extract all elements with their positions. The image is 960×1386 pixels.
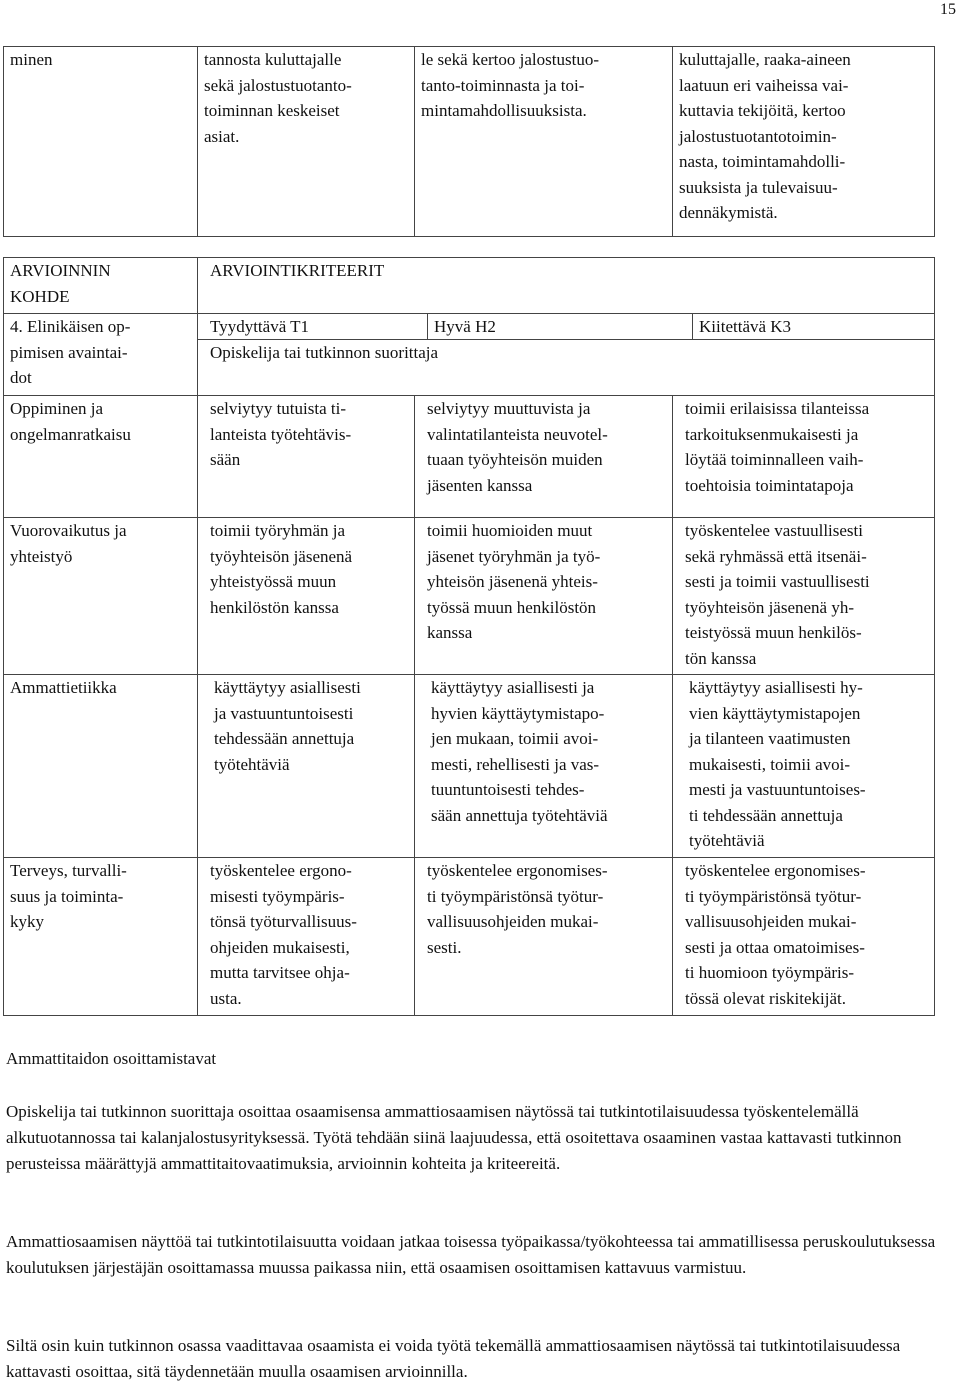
cell-text-line: sekä jalostustuotanto-: [204, 75, 352, 95]
row-target: [4, 396, 198, 518]
cell-text-line: lanteista työtehtävis-: [210, 424, 352, 444]
cell-text-line: hyvien käyttäytymistapo-: [431, 703, 605, 723]
paragraph: Opiskelija tai tutkinnon suorittaja osoittaa osaamisensa ammattiosaamisen näytössä tai tutkintotilaisuudessa työskentelemällä alkutuotannossa tai kalanjalostusyrityksessä. Työtä tehdään siinä laajuudessa, että osoitettava osaaminen vastaa kattavasti tutkinnon perusteissa määrättyjä ammattitaitovaatimuksia, arvioinnin kohteita ja kriteereitä.: [6, 1102, 902, 1173]
cell-text-line: toimii huomioiden muut: [427, 521, 593, 540]
cell-text-line: työskentelee ergonomises-: [427, 861, 608, 880]
table-row: [4, 518, 935, 675]
section-title: Ammattitaidon osoittamistavat: [6, 1049, 217, 1068]
cell-text-line: vien käyttäytymistapojen: [689, 703, 861, 723]
cell-text-line: ongelmanratkaisu: [10, 424, 131, 444]
cell-text-line: pimisen avaintai-: [10, 342, 128, 362]
assessment-criteria-table: [3, 257, 935, 1016]
cell-k3: [673, 47, 935, 237]
cell-target: [4, 47, 198, 237]
cell-text-line: käyttäytyy asiallisesti: [214, 678, 361, 697]
cell-t1: [198, 47, 415, 237]
cell-text-line: toiminnan keskeiset: [204, 101, 340, 120]
row-h2: [415, 858, 673, 1016]
cell-text-line: sekä ryhmässä että itsenäi-: [685, 546, 867, 566]
level-k3: Kiitettävä K3: [692, 314, 934, 339]
cell-text-line: vallisuusohjeiden mukai-: [685, 912, 857, 931]
cell-text-line: tanto-toiminnasta ja toi-: [421, 75, 585, 95]
cell-text-line: kyky: [10, 912, 44, 931]
cell-text-line: työyhteisön jäsenenä: [210, 546, 353, 566]
row-t1: [198, 396, 415, 518]
cell-text-line: Oppiminen ja: [10, 399, 104, 418]
row-t1: [198, 675, 415, 858]
cell-text-line: toimii työryhmän ja: [210, 521, 346, 540]
table-row: [4, 396, 935, 518]
cell-text-line: tuuntuntoisesti tehdes-: [431, 780, 585, 799]
row-k3: [673, 396, 935, 518]
cell-text-line: yhteistyö: [10, 546, 73, 566]
cell-text-line: tönsä työturvallisuus-: [210, 912, 357, 931]
cell-text-line: tön kanssa: [685, 648, 757, 668]
table-row: [4, 858, 935, 1016]
row-target: [4, 518, 198, 675]
cell-text-line: misesti työympäris-: [210, 886, 345, 906]
target-header: [4, 258, 198, 314]
cell-text-line: henkilöstön kanssa: [210, 597, 339, 617]
paragraph: Ammattiosaamisen näyttöä tai tutkintotilaisuutta voidaan jatkaa toisessa työpaikassa/työkohteessa tai ammatillisessa peruskoulutuksessa koulutuksen järjestäjän osoittamassa muussa paikassa niin, että osaamisen osoittamisen kattavuus varmistuu.: [6, 1232, 936, 1277]
cell-text-line: kuluttajalle, raaka-aineen: [679, 50, 851, 69]
cell-text-line: toimii erilaisissa tilanteissa: [685, 399, 870, 418]
cell-text-line: le sekä kertoo jalostustuo-: [421, 50, 599, 69]
cell-text-line: toehtoisia toimintatapoja: [685, 475, 854, 495]
cell-text-line: selviytyy tutuista ti-: [210, 399, 346, 418]
cell-text-line: nasta, toimintamahdolli-: [679, 152, 846, 171]
cell-text-line: usta.: [210, 988, 242, 1008]
cell-text-line: jalostustuotantotoimin-: [679, 126, 837, 146]
cell-text-line: ja tilanteen vaatimusten: [689, 729, 851, 748]
cell-text-line: työskentelee ergono-: [210, 861, 352, 880]
row-k3: [673, 675, 935, 858]
cell-text-line: asiat.: [204, 126, 240, 146]
cell-text-line: sesti ja ottaa omatoimises-: [685, 937, 865, 957]
page-number: 15: [940, 1, 956, 18]
cell-text-line: sään: [210, 450, 241, 469]
target-name: [4, 314, 198, 396]
table-row: [4, 675, 935, 858]
cell-text-line: yhteisön jäsenenä yhteis-: [427, 572, 598, 591]
row-t1: [198, 518, 415, 675]
cell-text-line: teistyössä muun henkilös-: [685, 623, 862, 642]
level-t1: Tyydyttävä T1: [198, 314, 428, 339]
cell-text-line: ohjeiden mukaisesti,: [210, 937, 350, 957]
row-target: [4, 858, 198, 1016]
cell-h2: [415, 47, 673, 237]
cell-text-line: mutta tarvitsee ohja-: [210, 963, 350, 982]
cell-text-line: sesti ja toimii vastuullisesti: [685, 572, 870, 591]
row-h2: [415, 396, 673, 518]
cell-text-line: jäsenten kanssa: [427, 475, 533, 495]
cell-text-line: dot: [10, 368, 32, 387]
cell-text-line: ti huomioon työympäris-: [685, 963, 855, 982]
cell-text-line: mukaisesti, toimii avoi-: [689, 754, 851, 774]
row-k3: [673, 858, 935, 1016]
cell-text-line: jen mukaan, toimii avoi-: [431, 729, 599, 748]
cell-text-line: mesti ja vastuuntuntoises-: [689, 780, 866, 799]
cell-text-line: ti tehdessään annettuja: [689, 805, 843, 825]
cell-text-line: työtehtäviä: [214, 754, 290, 774]
cell-text-line: työyhteisön jäsenenä yh-: [685, 597, 855, 617]
criteria-header-text: ARVIOINTIKRITEERIT: [210, 261, 385, 280]
cell-text-line: työskentelee ergonomises-: [685, 861, 866, 880]
row-h2: [415, 518, 673, 675]
cell-text-line: työssä muun henkilöstön: [427, 597, 597, 617]
cell-text-line: Vuorovaikutus ja: [10, 521, 127, 540]
cell-text-line: vallisuusohjeiden mukai-: [427, 912, 599, 931]
cell-text-line: tehdessään annettuja: [214, 729, 355, 748]
header-row: [4, 258, 935, 314]
continued-criteria-table: [3, 46, 935, 237]
cell-text-line: 4. Elinikäisen op-: [10, 317, 131, 336]
cell-text-line: laatuun eri vaiheissa vai-: [679, 75, 849, 95]
cell-text-line: käyttäytyy asiallisesti hy-: [689, 678, 863, 697]
cell-text-line: työskentelee vastuullisesti: [685, 521, 863, 540]
cell-text-line: dennäkymistä.: [679, 203, 778, 222]
cell-text-line: ti työympäristönsä työtur-: [685, 886, 862, 906]
table-row: [4, 47, 935, 237]
row-target: [4, 675, 198, 858]
cell-text-line: tuaan työyhteisön muiden: [427, 450, 603, 469]
cell-text-line: työtehtäviä: [689, 831, 765, 850]
cell-text-line: ARVIOINNIN: [10, 261, 111, 280]
cell-text-line: kanssa: [427, 623, 473, 642]
cell-text-line: valintatilanteista neuvotel-: [427, 424, 608, 444]
cell-text-line: selviytyy muuttuvista ja: [427, 399, 591, 418]
cell-text-line: suus ja toiminta-: [10, 886, 124, 906]
cell-text-line: sään annettuja työtehtäviä: [431, 805, 608, 825]
row-h2: [415, 675, 673, 858]
level-h2: Hyvä H2: [434, 317, 496, 336]
cell-text-line: sesti.: [427, 937, 462, 957]
performer-label: Opiskelija tai tutkinnon suorittaja: [210, 343, 439, 362]
cell-text-line: mintamahdollisuuksista.: [421, 101, 587, 120]
cell-text-line: tannosta kuluttajalle: [204, 50, 342, 69]
levels-cell: [198, 314, 935, 396]
cell-text-line: tössä olevat riskitekijät.: [685, 988, 846, 1008]
row-k3: [673, 518, 935, 675]
cell-text-line: Ammattietiikka: [10, 678, 117, 697]
cell-text-line: löytää toiminnalleen vaih-: [685, 450, 864, 469]
criteria-header: [198, 258, 935, 314]
row-t1: [198, 858, 415, 1016]
cell-text-line: ti työympäristönsä työtur-: [427, 886, 604, 906]
cell-text-line: suuksista ja tulevaisuu-: [679, 177, 838, 197]
cell-text-line: Terveys, turvalli-: [10, 861, 127, 880]
cell-text-line: käyttäytyy asiallisesti ja: [431, 678, 595, 697]
cell-text-line: jäsenet työryhmän ja työ-: [427, 546, 601, 566]
cell-text-line: minen: [10, 50, 53, 69]
levels-row: [4, 314, 935, 396]
cell-text-line: KOHDE: [10, 286, 70, 306]
cell-text-line: ja vastuuntuntoisesti: [214, 703, 354, 723]
cell-text-line: tarkoituksenmukaisesti ja: [685, 424, 859, 444]
cell-text-line: mesti, rehellisesti ja vas-: [431, 754, 600, 774]
paragraph: Siltä osin kuin tutkinnon osassa vaadittavaa osaamista ei voida työtä tekemällä ammattiosaamisen näytössä tai tutkintotilaisuudessa kattavasti osoittaa, sitä täydennetään muulla osaamisen arvioinnilla.: [6, 1336, 901, 1381]
cell-text-line: yhteistyössä muun: [210, 572, 337, 591]
cell-text-line: kuttavia tekijöitä, kertoo: [679, 101, 846, 120]
